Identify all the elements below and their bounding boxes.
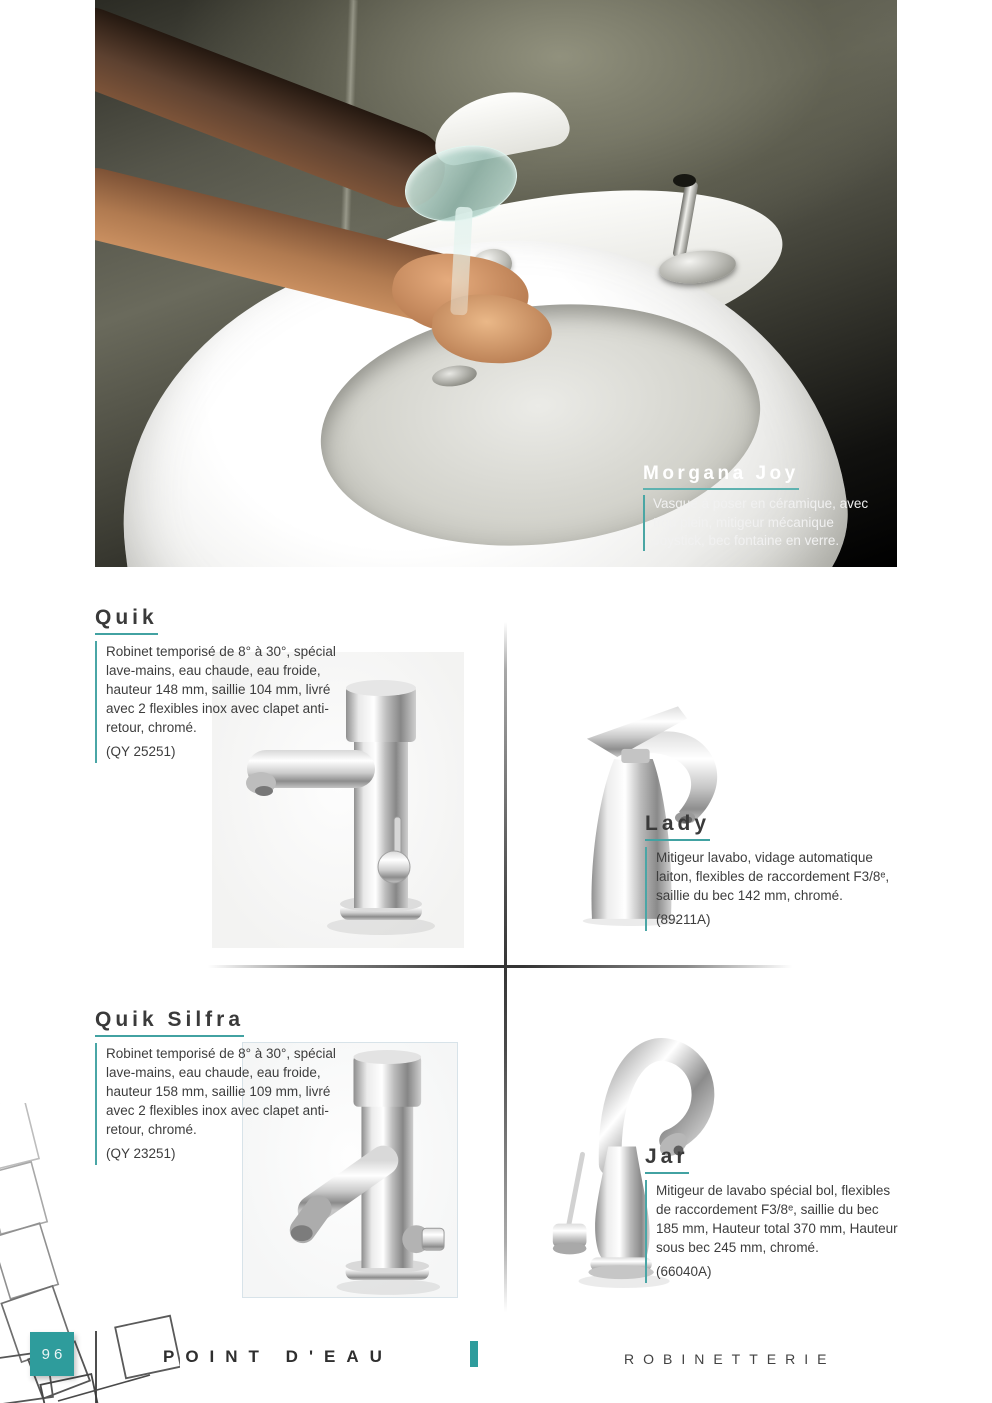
product-quik-code: (QY 25251) [106, 744, 176, 759]
footer-section-right: ROBINETTERIE [624, 1351, 836, 1367]
product-quik-description-block [95, 641, 357, 763]
product-quik-silfra [95, 1008, 357, 1165]
product-quik-title: Quik [95, 606, 158, 635]
page-number: 96 [41, 1345, 67, 1363]
product-quik-description: Robinet temporisé de 8° à 30°, spécial lave-mains, eau chaude, eau froide, hauteur 148 mm, saillie 104 mm, livré avec 2 flexibles inox avec clapet anti-retour, chromé. [106, 644, 336, 735]
hero-description: Vasque à poser en céramique, avec trop plein, mitigeur mécanique Joystick, bec fontaine en verre. [653, 496, 869, 548]
product-lady-title: Lady [645, 812, 710, 841]
product-jar-description-block [645, 1180, 901, 1283]
hero-caption [643, 463, 893, 551]
product-jar-title: Jar [645, 1145, 689, 1174]
footer-separator-bar [470, 1341, 478, 1367]
hero-description-block [643, 495, 887, 551]
product-jar-description: Mitigeur de lavabo spécial bol, flexibles de raccordement F3/8ᵉ, saillie du bec 185 mm, Hauteur total 370 mm, Hauteur sous bec 245 mm, chromé. [656, 1183, 898, 1255]
product-quik [95, 606, 357, 763]
hero-photo [95, 0, 897, 567]
product-lady [645, 812, 907, 931]
page-number-badge [30, 1332, 74, 1376]
product-lady-code: (89211A) [656, 912, 711, 927]
product-jar-code: (66040A) [656, 1264, 712, 1279]
joystick-mixer-knob [673, 174, 696, 187]
product-jar [645, 1145, 901, 1283]
product-lady-description: Mitigeur lavabo, vidage automatique laiton, flexibles de raccordement F3/8ᵉ, saillie du bec 142 mm, chromé. [656, 850, 890, 903]
product-quik-silfra-description: Robinet temporisé de 8° à 30°, spécial lave-mains, eau chaude, eau froide, hauteur 158 mm, saillie 109 mm, livré avec 2 flexibles inox avec clapet anti-retour, chromé. [106, 1046, 336, 1137]
product-quik-silfra-title: Quik Silfra [95, 1008, 244, 1037]
footer-section-left: POINT D'EAU [163, 1347, 393, 1366]
horizontal-divider [208, 965, 792, 968]
product-lady-description-block [645, 847, 907, 931]
product-quik-silfra-description-block [95, 1043, 357, 1165]
hero-title: Morgana Joy [643, 463, 799, 490]
product-quik-silfra-code: (QY 23251) [106, 1146, 176, 1161]
